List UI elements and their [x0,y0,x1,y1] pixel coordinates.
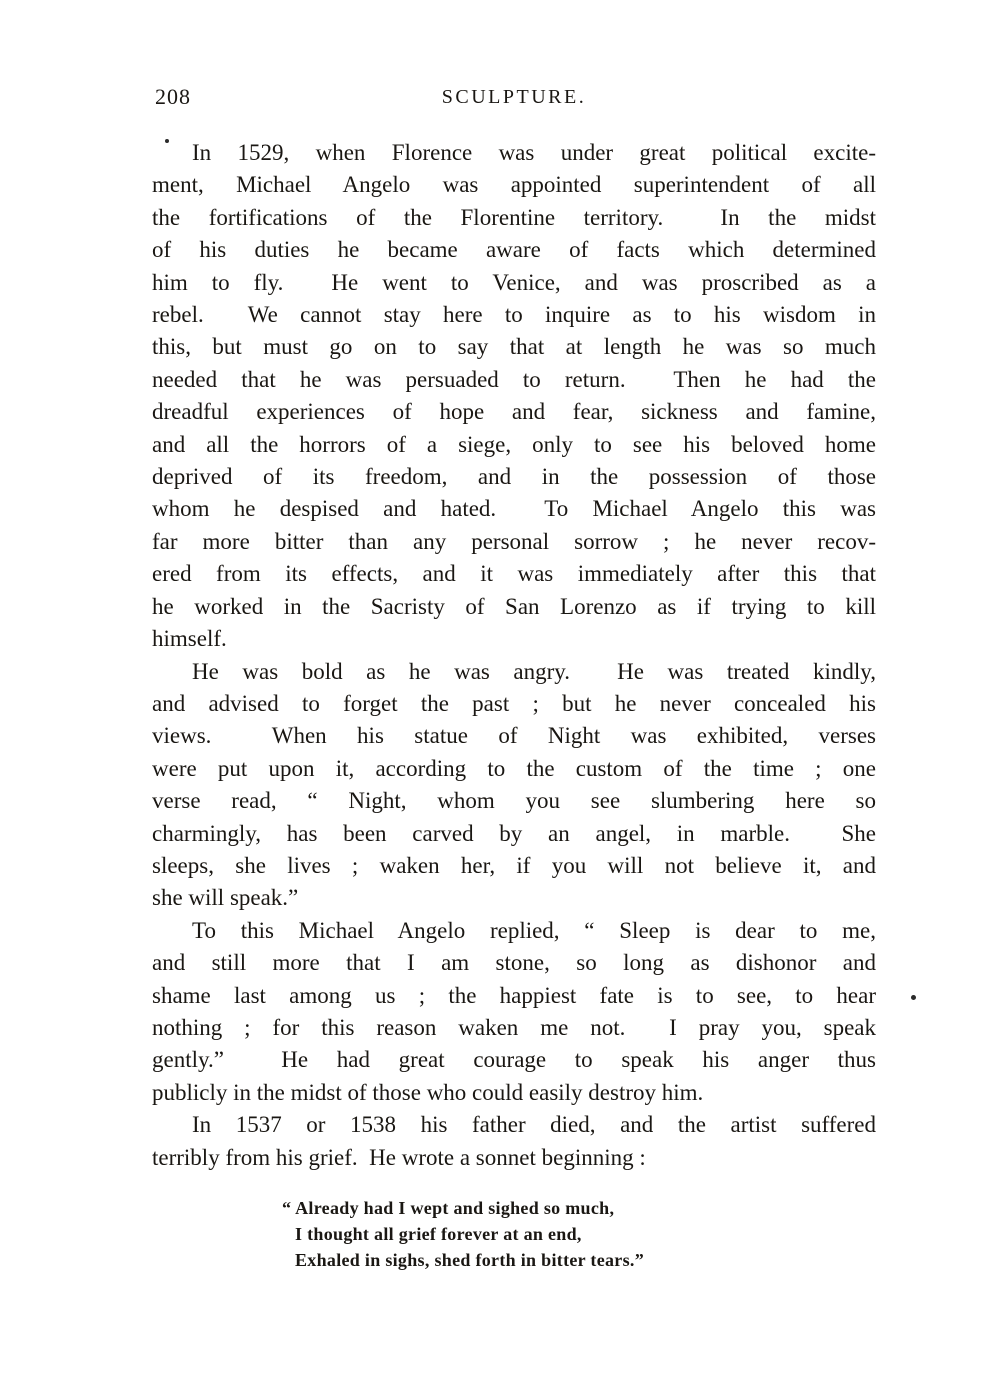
page-number: 208 [155,84,191,109]
text-line: deprived of its freedom, and in the possession of those [152,464,876,490]
verse-line: Exhaled in sighs, shed forth in bitter tears.” [295,1250,644,1270]
text-line: the fortifications of the Florentine territory. In the midst [152,204,876,230]
page-header [152,84,876,110]
paragraph [152,137,876,656]
text-line: ered from its effects, and it was immediately after this that [152,561,876,587]
text-line: and still more that I am stone, so long as dishonor and [152,950,876,976]
text-line: him to fly. He went to Venice, and was proscribed as a [152,269,876,295]
verse-block [282,1195,876,1273]
text-line: dreadful experiences of hope and fear, sickness and famine, [152,399,876,425]
text-line: needed that he was persuaded to return. Then he had the [152,366,876,392]
text-line: she will speak.” [152,885,299,911]
text-line: of his duties he became aware of facts which determined [152,237,876,263]
ink-speck [911,995,916,1000]
verse-line: “ Already had I wept and sighed so much, [282,1198,615,1218]
text-line: views. When his statue of Night was exhibited, verses [152,723,876,749]
paragraph [152,1109,876,1174]
text-line: In 1537 or 1538 his father died, and the artist suffered [192,1112,876,1138]
text-line: publicly in the midst of those who could easily destroy him. [152,1079,704,1105]
text-line: he worked in the Sacristy of San Lorenzo as if trying to kill [152,593,876,619]
text-line: whom he despised and hated. To Michael Angelo this was [152,496,876,522]
text-line: were put upon it, according to the custom of the time ; one [152,755,876,781]
text-line: gently.” He had great courage to speak his anger thus [152,1047,876,1073]
text-line: charmingly, has been carved by an angel, in marble. She [152,820,876,846]
text-line: shame last among us ; the happiest fate is to see, to hear [152,982,876,1008]
text-line: terribly from his grief. He wrote a sonnet beginning : [152,1144,646,1170]
text-line: far more bitter than any personal sorrow ; he never recov- [152,528,876,554]
text-line: this, but must go on to say that at length he was so much [152,334,876,360]
text-line: To this Michael Angelo replied, “ Sleep is dear to me, [192,917,876,943]
text-line: nothing ; for this reason waken me not. I pray you, speak [152,1014,876,1040]
text-line: and all the horrors of a siege, only to see his beloved home [152,431,876,457]
text-line: sleeps, she lives ; waken her, if you will not believe it, and [152,852,876,878]
verse-line: I thought all grief forever at an end, [295,1224,582,1244]
text-line: rebel. We cannot stay here to inquire as to his wisdom in [152,302,876,328]
paragraph [152,915,876,1109]
text-line: ment, Michael Angelo was appointed superintendent of all [152,172,876,198]
text-line: and advised to forget the past ; but he never concealed his [152,690,876,716]
text-line: himself. [152,626,227,652]
page-body [152,137,876,1273]
ink-speck [165,139,169,143]
text-line: verse read, “ Night, whom you see slumbering here so [152,788,876,814]
running-head: SCULPTURE. [441,86,587,108]
text-line: He was bold as he was angry. He was treated kindly, [192,658,876,684]
paragraph [152,656,876,915]
text-line: In 1529, when Florence was under great political excite- [192,140,876,165]
